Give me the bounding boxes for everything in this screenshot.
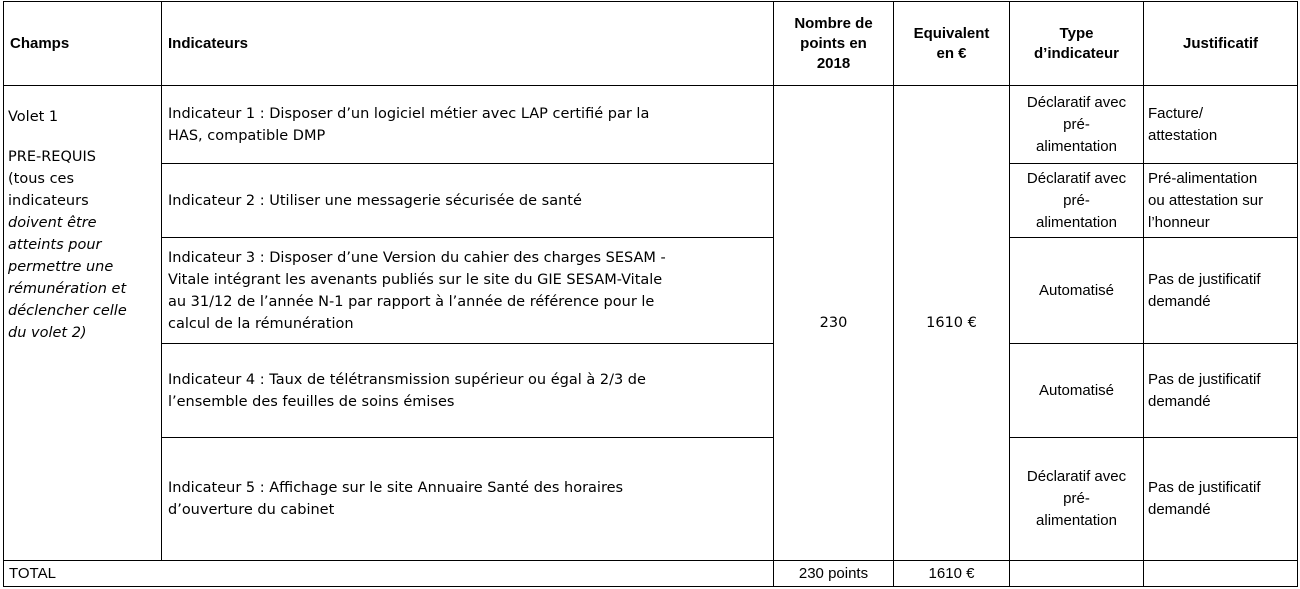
indicateur-cell bbox=[162, 86, 774, 164]
header-type-line: d’indicateur bbox=[1033, 44, 1119, 62]
type-cell bbox=[1010, 238, 1144, 344]
type-line: Déclaratif avec bbox=[1026, 93, 1127, 111]
justificatif-cell bbox=[1144, 438, 1298, 561]
total-label: TOTAL bbox=[4, 561, 774, 587]
header-points-line: Nombre de bbox=[794, 14, 873, 32]
justificatif-cell bbox=[1144, 164, 1298, 238]
champs-note-line: déclencher celle bbox=[8, 303, 127, 319]
total-empty-cell bbox=[1144, 561, 1298, 587]
champs-note-line: rémunération et bbox=[8, 281, 127, 297]
justificatif-cell bbox=[1144, 238, 1298, 344]
justificatif-line: Pas de justificatif bbox=[1148, 479, 1261, 496]
indicateur-line: calcul de la rémunération bbox=[168, 315, 354, 332]
indicateur-cell bbox=[162, 164, 774, 238]
header-justificatif: Justificatif bbox=[1144, 2, 1298, 86]
type-line: Déclaratif avec bbox=[1026, 468, 1127, 485]
type-line: alimentation bbox=[1036, 213, 1117, 231]
table-row bbox=[4, 164, 1298, 238]
type-line: alimentation bbox=[1036, 512, 1117, 529]
justificatif-line: Pré-alimentation bbox=[1148, 169, 1258, 187]
indicateur-line: Vitale intégrant les avenants publiés sur le site du GIE SESAM-Vitale bbox=[168, 271, 663, 288]
champs-note-line: permettre une bbox=[8, 259, 114, 275]
justificatif-line: Pas de justificatif bbox=[1148, 370, 1261, 388]
type-cell bbox=[1010, 344, 1144, 438]
header-champs: Champs bbox=[4, 2, 162, 86]
header-type-line: Type bbox=[1059, 24, 1094, 42]
indicateur-line: Indicateur 5 : Affichage sur le site Annuaire Santé des horaires bbox=[168, 480, 624, 496]
header-row bbox=[4, 2, 1298, 86]
indicateur-line: Indicateur 1 : Disposer d’un logiciel métier avec LAP certifié par la bbox=[168, 105, 650, 122]
champs-cell bbox=[4, 86, 162, 561]
champs-note-line: doivent être bbox=[8, 215, 97, 231]
header-indicateurs: Indicateurs bbox=[162, 2, 774, 86]
champs-note-line: du volet 2) bbox=[8, 325, 87, 341]
justificatif-line: demandé bbox=[1148, 501, 1211, 518]
total-row bbox=[4, 561, 1298, 587]
champs-note-line: (tous ces bbox=[8, 171, 75, 187]
justificatif-cell bbox=[1144, 344, 1298, 438]
type-line: Automatisé bbox=[1038, 381, 1115, 399]
volet-label: Volet 1 bbox=[8, 109, 59, 125]
justificatif-line: Facture/ bbox=[1148, 104, 1204, 122]
justificatif-line: demandé bbox=[1148, 392, 1211, 410]
table-row bbox=[4, 344, 1298, 438]
table-row bbox=[4, 86, 1298, 164]
header-type bbox=[1010, 2, 1144, 86]
indicateur-line: Indicateur 2 : Utiliser une messagerie sécurisée de santé bbox=[168, 192, 582, 209]
table-row bbox=[4, 238, 1298, 344]
champs-note-line: atteints pour bbox=[8, 237, 102, 253]
indicateur-line: Indicateur 3 : Disposer d’une Version du cahier des charges SESAM - bbox=[168, 249, 666, 266]
points-cell: 230 bbox=[774, 86, 894, 561]
total-equivalent: 1610 € bbox=[894, 561, 1010, 587]
type-cell bbox=[1010, 438, 1144, 561]
header-equivalent-line: en € bbox=[936, 44, 967, 62]
type-line: Déclaratif avec bbox=[1026, 169, 1127, 187]
justificatif-line: attestation bbox=[1148, 126, 1218, 144]
indicateur-cell bbox=[162, 238, 774, 344]
total-points: 230 points bbox=[774, 561, 894, 587]
header-equivalent-line: Equivalent bbox=[913, 24, 990, 42]
justificatif-cell bbox=[1144, 86, 1298, 164]
justificatif-line: ou attestation sur bbox=[1148, 191, 1264, 209]
indicateur-line: au 31/12 de l’année N-1 par rapport à l’année de référence pour le bbox=[168, 293, 655, 310]
type-line: pré- bbox=[1063, 115, 1090, 133]
justificatif-line: l’honneur bbox=[1148, 213, 1210, 231]
indicators-table bbox=[3, 1, 1298, 587]
indicateur-cell bbox=[162, 438, 774, 561]
justificatif-line: Pas de justificatif bbox=[1148, 270, 1261, 288]
indicateur-line: l’ensemble des feuilles de soins émises bbox=[168, 393, 455, 410]
type-line: pré- bbox=[1063, 191, 1090, 209]
total-empty-cell bbox=[1010, 561, 1144, 587]
indicateur-line: HAS, compatible DMP bbox=[168, 127, 326, 144]
header-equivalent bbox=[894, 2, 1010, 86]
indicateur-cell bbox=[162, 344, 774, 438]
type-cell bbox=[1010, 164, 1144, 238]
header-points-line: 2018 bbox=[816, 54, 851, 72]
header-points-line: points en bbox=[800, 34, 867, 52]
equivalent-cell: 1610 € bbox=[894, 86, 1010, 561]
type-cell bbox=[1010, 86, 1144, 164]
header-points bbox=[774, 2, 894, 86]
champs-note-line: indicateurs bbox=[8, 193, 89, 209]
indicateur-line: d’ouverture du cabinet bbox=[168, 502, 335, 518]
justificatif-line: demandé bbox=[1148, 292, 1211, 310]
type-line: alimentation bbox=[1036, 137, 1117, 155]
prerequis-label: PRE-REQUIS bbox=[8, 149, 96, 165]
indicateur-line: Indicateur 4 : Taux de télétransmission supérieur ou égal à 2/3 de bbox=[168, 371, 646, 388]
table-row bbox=[4, 438, 1298, 561]
type-line: pré- bbox=[1063, 490, 1090, 507]
type-line: Automatisé bbox=[1038, 281, 1115, 299]
